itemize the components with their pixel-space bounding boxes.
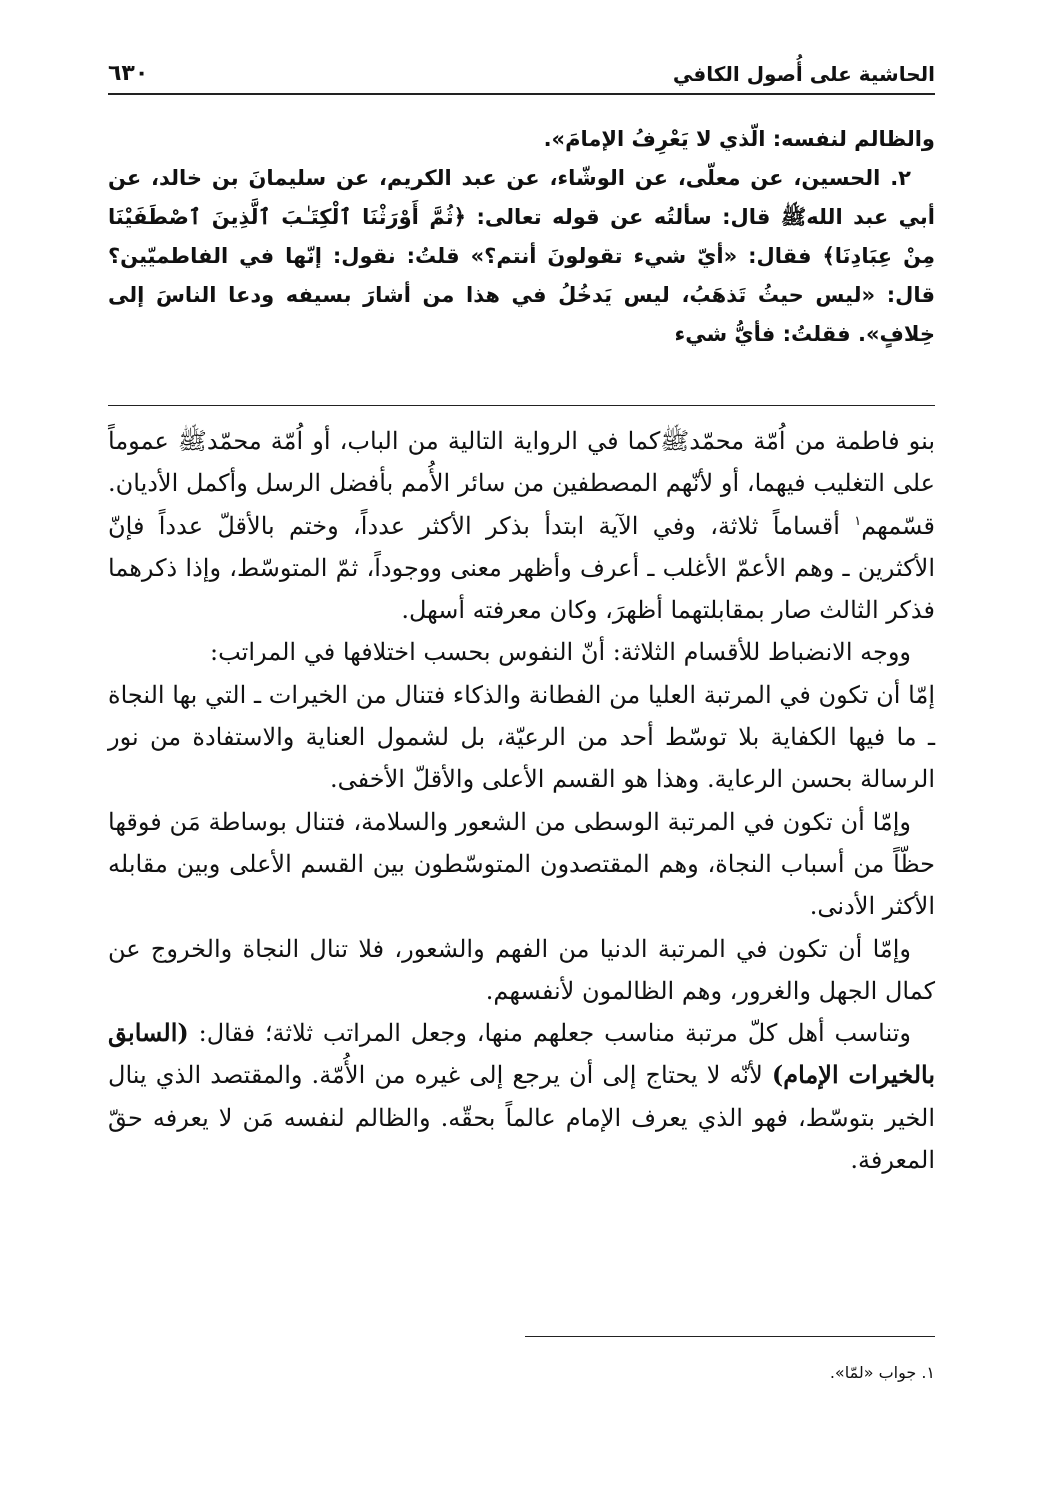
honorific-symbol: ﷺ: [780, 205, 807, 229]
hadith-text: [108, 120, 935, 354]
commentary-p1-part-c: عموماً على التغليب فيهما، أو لأنّهم المصطفين من سائر الأُمم بأفضل الرسل وأكمل الأديان. قسّمهم: [108, 427, 935, 540]
commentary-p1-part-b: كما في الرواية التالية من الباب، أو اُمّة محمّد: [206, 427, 661, 455]
commentary-text: [108, 420, 935, 1181]
running-title: الحاشية على أُصول الكافي: [672, 62, 935, 86]
hadith-2-question: قال: سألتُه عن قوله تعالى:: [466, 205, 781, 229]
page-number: ٦٣٠: [108, 61, 149, 86]
honorific-symbol: ﷺ: [660, 427, 690, 455]
footnote-reference: ١: [854, 513, 862, 529]
commentary-p6-part-b: لأنّه لا يحتاج إلى أن يرجع إلى غيره من الأُمّة. والمقتصد الذي ينال الخير بتوسّط، فهو الذي يعرف الإمام عالماً بحقّه. والظالم لنفسه مَن لا يعرفه حقّ المعرفة.: [108, 1061, 935, 1175]
commentary-paragraph-5: وإمّا أن تكون في المرتبة الدنيا من الفهم والشعور، فلا تنال النجاة والخروج عن كمال الجهل والغرور، وهم الظالمون لأنفسهم.: [108, 934, 935, 1005]
commentary-paragraph-4: وإمّا أن تكون في المرتبة الوسطى من الشعور والسلامة، فتنال بوساطة مَن فوقها حظّاً من أسباب النجاة، وهم المقتصدون المتوسّطون بين القسم الأعلى وبين مقابله الأكثر الأدنى.: [108, 807, 935, 921]
footnote-rule: [525, 1336, 935, 1337]
footnote: ١. جواب «لمّا».: [829, 1363, 935, 1382]
hadith-2: [108, 159, 935, 354]
commentary-paragraph-3: إمّا أن تكون في المرتبة العليا من الفطانة والذكاء فتنال من الخيرات ـ التي بها النجاة ـ ما فيها الكفاية بلا توسّط أحد من الرعيّة، بل لشمول العناية والاستفادة من نور الرسالة بحسن الرعاية. وهذا هو القسم الأعلى والأقلّ الأخفى.: [108, 680, 936, 794]
hadith-2-chain: ٢. الحسين، عن معلّى، عن الوشّاء، عن عبد الكريم، عن سليمانَ بن خالد، عن أبي عبد الله: [108, 166, 935, 229]
page-header: [108, 46, 935, 86]
text-commentary-divider: [108, 405, 935, 406]
commentary-paragraph-2: ووجه الانضباط للأقسام الثلاثة: أنّ النفوس بحسب اختلافها في المراتب:: [210, 638, 911, 667]
commentary-p1-part-d: أقساماً ثلاثة، وفي الآية ابتدأ بذكر الأكثر عدداً، وختم بالأقلّ عدداً فإنّ الأكثرين ـ وهم الأعمّ الأغلب ـ أعرف وأظهر معنى ووجوداً، ثمّ المتوسّط، وإذا ذكرهما فذكر الثالث صار بمقابلتهما أظهرَ، وكان معرفته أسهل.: [108, 511, 935, 625]
hadith-2-body: فقال: «أيّ شيء تقولونَ أنتم؟» قلتُ: نقول: إنّها في الفاطميّين؟ قال: «ليس حيثُ تَذهَبُ، ليس يَدخُلُ في هذا من أشارَ بسيفه ودعا الناسَ إلى خِلافٍ». فقلتُ: فأيُّ شيء: [108, 244, 935, 346]
header-rule: [108, 93, 935, 95]
quran-verse: ﴿ثُمَّ أَوْرَثْنَا ٱلْكِتَـٰبَ ٱلَّذِينَ ٱصْطَفَيْنَا مِنْ عِبَادِنَا﴾: [108, 205, 935, 268]
commentary-p1-part-a: بنو فاطمة من اُمّة محمّد: [689, 427, 935, 455]
quoted-phrase: (السابق بالخيرات الإمام): [108, 1018, 935, 1090]
commentary-paragraph-6: [108, 1012, 935, 1181]
commentary-p6-part-a: وتناسب أهل كلّ مرتبة مناسب جعلهم منها، وجعل المراتب ثلاثة؛ فقال:: [188, 1019, 911, 1048]
honorific-symbol: ﷺ: [177, 427, 207, 455]
commentary-paragraph-1: [108, 420, 935, 631]
hadith-line-continuation: والظالم لنفسه: الّذي لا يَعْرِفُ الإمامَ».: [543, 127, 935, 151]
